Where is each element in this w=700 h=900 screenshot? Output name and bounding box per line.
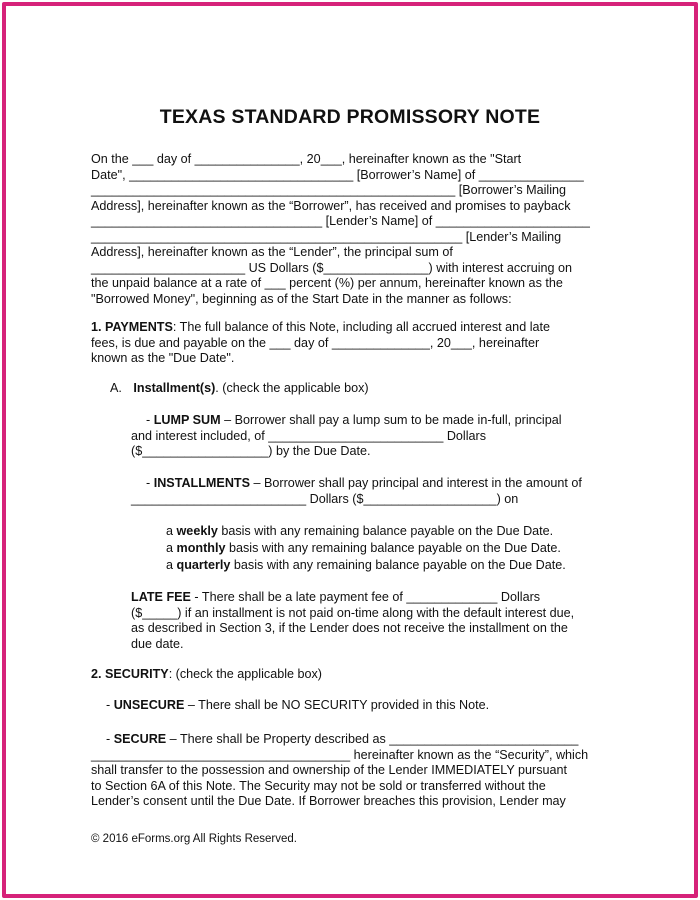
document-title: TEXAS STANDARD PROMISSORY NOTE [159,106,541,128]
late-fee-text: due date. [131,636,184,651]
intro-line: ______________________ US Dollars ($_______________) with interest accruing on [91,260,573,275]
frequency-monthly: a monthly basis with any remaining balance payable on the Due Date. [166,541,561,555]
payments-text: known as the "Due Date". [91,351,235,365]
secure-text: shall transfer to the possession and ownership of the Lender IMMEDIATELY pursuant [91,763,568,777]
unsecure-text: – There shall be NO SECURITY provided in this Note. [184,698,490,712]
secure-text: to Section 6A of this Note. The Security may not be sold or transferred without the [91,778,546,793]
installments-option-label: INSTALLMENTS [153,476,251,490]
payments-section [91,320,550,367]
installments-option: - INSTALLMENTS – Borrower shall pay principal and interest in the amount of _________________________ Dollars ($___________________) on [131,476,582,506]
frequency-weekly: a weekly basis with any remaining balance payable on the Due Date. [166,524,554,538]
frequency-options [166,523,566,574]
installments-heading [110,381,369,397]
intro-paragraph [91,152,590,307]
unsecure-option: - UNSECURE – There shall be NO SECURITY provided in this Note. [106,698,490,712]
secure-text: – There shall be Property described as ___________________________ [166,732,579,746]
lump-sum-text: ($__________________) by the Due Date. [131,444,371,458]
secure-label: SECURE [113,732,167,746]
installments-note: . (check the applicable box) [215,381,369,395]
late-fee-text: - There shall be a late payment fee of _____________ Dollars [190,590,541,604]
lump-sum-label: LUMP SUM [153,413,221,427]
payments-heading: 1. PAYMENTS [91,320,173,334]
intro-line: the unpaid balance at a rate of ___ percent (%) per annum, hereinafter known as the [91,276,563,290]
security-heading-line [91,667,322,683]
intro-line: Date", ________________________________ [Borrower’s Name] of _______________ [91,167,584,182]
intro-line: Address], hereinafter known as the “Borrower”, has received and promises to payback [91,198,571,213]
payments-text: fees, is due and payable on the ___ day of ______________, 20___, hereinafter [91,335,540,350]
late-fee-text: as described in Section 3, if the Lender does not receive the installment on the [131,621,568,635]
intro-line: On the ___ day of _______________, 20___, hereinafter known as the "Start [91,152,522,166]
secure-text: Lender’s consent until the Due Date. If Borrower breaches this provision, Lender may [91,794,566,808]
payments-text: : The full balance of this Note, including all accrued interest and late [172,320,550,334]
lump-sum-text: – Borrower shall pay a lump sum to be made in-full, principal [220,413,562,427]
intro-line: _________________________________ [Lender’s Name] of ______________________ [91,214,590,228]
secure-option: - SECURE – There shall be Property described as ___________________________ _____________________________________ hereinafter known as the “Security”, which shall transfer to the possession and ownership of the Lender IMMEDIATELY pursuant to Section 6A of this Note. The Security may not be sold or transferred without the Lender’s consent until the Due Date. If Borrower breaches this provision, Lender may [91,732,589,808]
installments-label: Installment(s) [133,381,216,395]
intro-line: Address], hereinafter known as the “Lender”, the principal sum of [91,245,453,259]
installments-prefix: A. [110,381,122,395]
lump-sum-text: and interest included, of _________________________ Dollars [131,428,487,443]
late-fee-clause [131,590,574,652]
security-heading: 2. SECURITY [91,667,169,681]
late-fee-label: LATE FEE [131,590,191,604]
copyright-footer: © 2016 eForms.org All Rights Reserved. [91,833,297,845]
intro-line: _____________________________________________________ [Lender’s Mailing [91,229,562,244]
late-fee-text: ($_____) if an installment is not paid on-time along with the default interest due, [131,605,575,620]
lump-sum-option: - LUMP SUM – Borrower shall pay a lump sum to be made in-full, principal and interest included, of _________________________ Dollars ($__________________) by the Due Date. [131,413,562,458]
intro-line: "Borrowed Money", beginning as of the Start Date in the manner as follows: [91,291,512,306]
unsecure-label: UNSECURE [113,698,185,712]
secure-text: _____________________________________ hereinafter known as the “Security”, which [91,747,589,762]
intro-line: ____________________________________________________ [Borrower’s Mailing [91,183,567,197]
frequency-quarterly: a quarterly basis with any remaining balance payable on the Due Date. [166,558,566,572]
security-note: : (check the applicable box) [168,667,322,681]
installments-option-text: – Borrower shall pay principal and interest in the amount of [250,476,582,490]
installments-option-text: _________________________ Dollars ($___________________) on [131,491,519,506]
